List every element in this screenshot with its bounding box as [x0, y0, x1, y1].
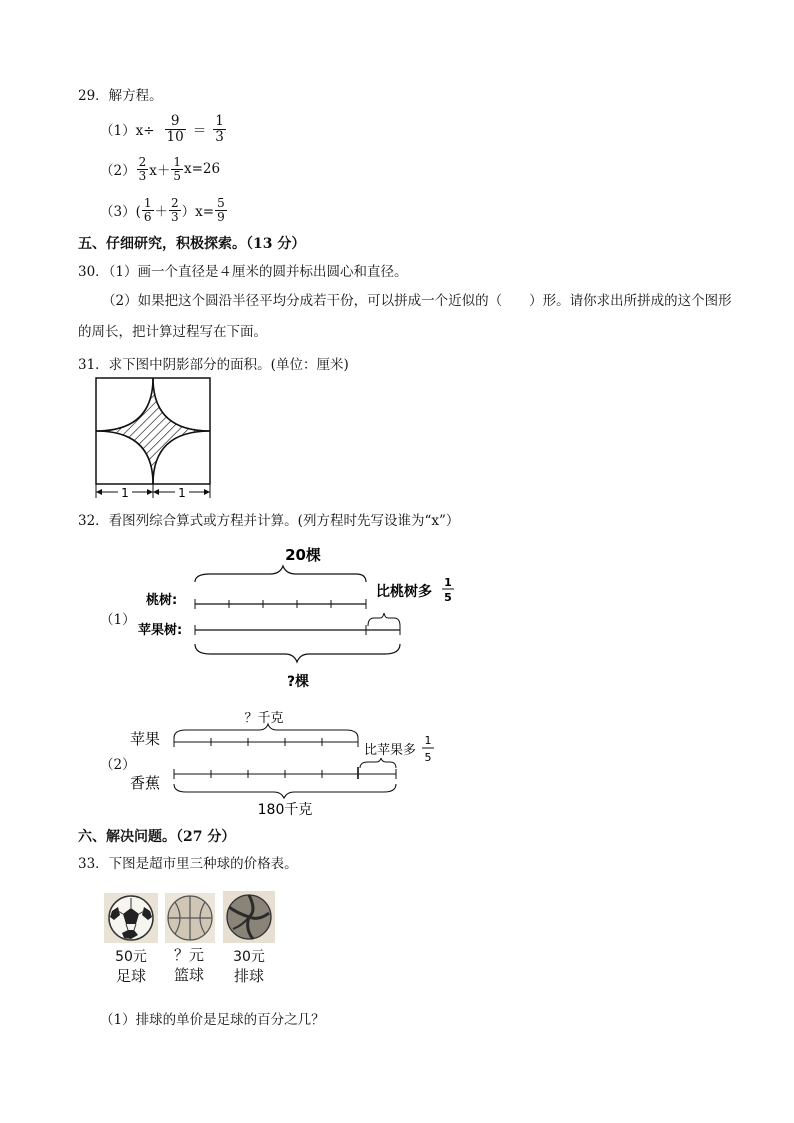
note-numerator: 1: [424, 734, 432, 747]
diagram-2-bottom-label: 180千克: [257, 802, 313, 818]
diagram-1-label: （1）: [100, 612, 136, 628]
fraction: [213, 114, 226, 143]
note-denominator: 5: [444, 591, 452, 604]
section-5-heading: 五、仔细研究，积极探索。（13 分）: [78, 236, 306, 252]
numerator: 1: [173, 154, 181, 169]
banana-row-label: 香蕉: [130, 774, 161, 792]
dimension-label-right: 1: [178, 486, 186, 500]
dimension-label-left: 1: [121, 486, 129, 500]
denominator: 10: [166, 128, 184, 145]
bottom-brace: [195, 644, 400, 662]
section-6-heading: 六、解决问题。（27 分）: [78, 829, 236, 845]
numerator: 1: [215, 113, 224, 130]
diagram-1-note: 比桃树多: [376, 584, 432, 600]
volleyball-price: 30元: [233, 949, 265, 965]
diagram-2-top-label: ？千克: [244, 711, 284, 726]
numerator: 1: [143, 195, 152, 210]
peach-row-label: 桃树:: [146, 593, 178, 608]
question-30-part-1: 30．（1）画一个直径是４厘米的圆并标出圆心和直径。: [78, 264, 408, 280]
denominator: 6: [143, 209, 152, 224]
equation-1-label: （1）x÷: [100, 123, 155, 139]
equation-2-tail: x=26: [184, 161, 221, 177]
fraction: [169, 197, 181, 223]
equation-3-label: （3）(: [100, 204, 141, 220]
equation-2: [100, 152, 220, 186]
soccer-price: 50元: [115, 949, 147, 965]
extra-brace: [360, 758, 396, 768]
diagram-1-top-label: 20棵: [285, 546, 321, 564]
fraction: [215, 197, 227, 223]
top-brace: [174, 724, 358, 738]
question-29-title: 29．解方程。: [78, 88, 163, 104]
bottom-brace: [174, 784, 396, 798]
denominator: 3: [171, 209, 179, 224]
equation-3: [100, 192, 228, 228]
shaded-area-figure: [90, 374, 218, 500]
note-denominator: 5: [424, 751, 432, 764]
question-33-part-1: （1）排球的单价是足球的百分之几？: [100, 1012, 325, 1028]
numerator: 5: [217, 195, 225, 210]
extra-brace: [368, 613, 400, 626]
numerator: 2: [138, 154, 147, 169]
fraction: [142, 197, 154, 223]
basketball-price: ？元: [173, 946, 204, 964]
question-31-title: 31．求下图中阴影部分的面积。(单位：厘米): [78, 357, 349, 373]
equation-3-mid: ）x=: [181, 204, 215, 220]
plus-sign: ＋: [154, 204, 168, 220]
fraction: [137, 156, 149, 182]
shaded-region: [96, 378, 210, 484]
denominator: 3: [138, 168, 147, 183]
basketball-icon: [165, 893, 215, 943]
soccer-name: 足球: [115, 967, 146, 985]
fraction: [171, 156, 183, 182]
question-33-title: 33．下图是超市里三种球的价格表。: [78, 856, 298, 872]
basketball-name: 篮球: [173, 966, 204, 984]
apple-row-label: 苹果: [130, 730, 161, 748]
diagram-2-note: 比苹果多: [364, 743, 417, 758]
segment-diagram-2: [124, 704, 454, 822]
diagram-1-bottom-label: ?棵: [286, 674, 310, 690]
soccer-ball-icon: [104, 893, 158, 943]
denominator: 3: [215, 128, 224, 145]
diagram-2-label: （2）: [100, 757, 136, 773]
numerator: 9: [170, 113, 180, 130]
note-numerator: 1: [444, 576, 452, 589]
segment-diagram-1: [130, 538, 470, 694]
top-brace: [195, 566, 366, 582]
question-32-title: 32．看图列综合算式或方程并计算。(列方程时先写设谁为“x”）: [78, 513, 460, 529]
equation-2-label: （2）: [100, 163, 136, 179]
volleyball-icon: [223, 891, 275, 943]
question-30-part-2: （2）如果把这个圆沿半径平均分成若干份，可以拼成一个近似的（ ）形。请你求出所拼成的这个图形的周长，把计算过程写在下面。: [78, 293, 732, 340]
apple-row-label: 苹果树:: [138, 623, 183, 638]
equals-sign: ＝: [192, 123, 207, 139]
fraction: [165, 114, 186, 143]
equation-1: [100, 112, 227, 146]
equation-2-mid: x＋: [149, 163, 171, 179]
volleyball-name: 排球: [233, 967, 264, 985]
denominator: 9: [217, 209, 225, 224]
denominator: 5: [173, 168, 181, 183]
numerator: 2: [171, 195, 179, 210]
